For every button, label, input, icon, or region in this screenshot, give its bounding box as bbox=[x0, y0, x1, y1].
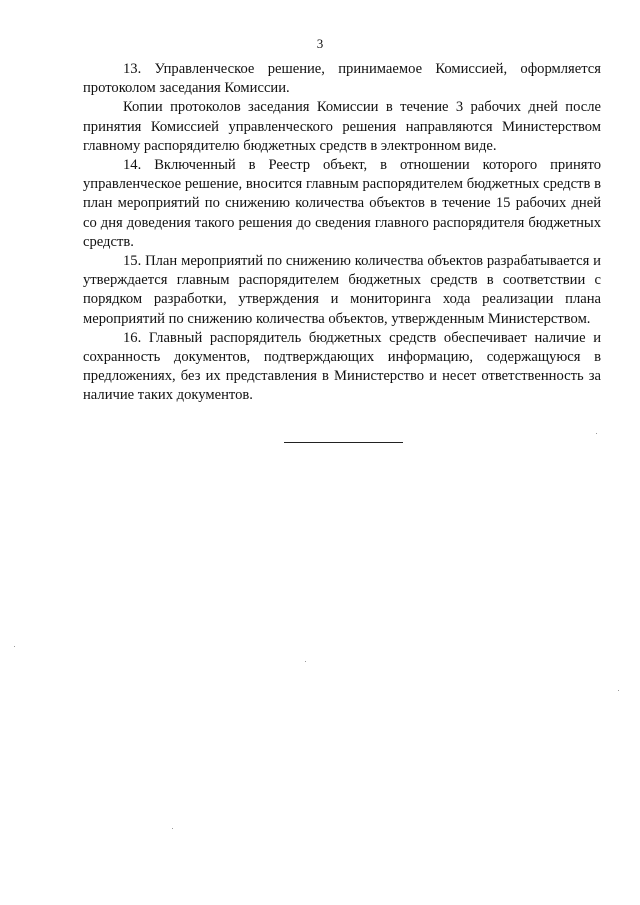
scan-speck bbox=[618, 690, 619, 691]
scan-speck bbox=[14, 646, 15, 647]
paragraph-16: 16. Главный распорядитель бюджетных средств обеспечивает наличие и сохранность документов, подтверждающих информацию, содержащуюся в предложениях, без их представления в Министерство и несет ответственность за наличие таких документов. bbox=[83, 329, 601, 404]
paragraph-13-copies: Копии протоколов заседания Комиссии в течение 3 рабочих дней после принятия Комиссией управленческого решения направляются Министерством главному распорядителю бюджетных средств в электронном виде. bbox=[83, 99, 601, 154]
document-body bbox=[83, 60, 601, 406]
end-divider-line bbox=[284, 442, 403, 443]
paragraph-14: 14. Включенный в Реестр объект, в отношении которого принято управленческое решение, вносится главным распорядителем бюджетных средств в план мероприятий по снижению количества объектов в течение 15 рабочих дней со дня доведения такого решения до сведения главного распорядителя бюджетных средств. bbox=[83, 157, 601, 250]
scan-speck bbox=[172, 828, 173, 829]
paragraph-15: 15. План мероприятий по снижению количества объектов разрабатывается и утверждается главным распорядителем бюджетных средств в соответствии с порядком разработки, утверждения и мониторинга хода реализации плана мероприятий по снижению количества объектов, утвержденным Министерством. bbox=[83, 253, 601, 327]
scan-speck bbox=[305, 661, 306, 662]
paragraph-13: 13. Управленческое решение, принимаемое Комиссией, оформляется протоколом заседания Комиссии. bbox=[83, 61, 601, 97]
page-number: 3 bbox=[316, 36, 324, 51]
scan-speck bbox=[596, 433, 597, 434]
